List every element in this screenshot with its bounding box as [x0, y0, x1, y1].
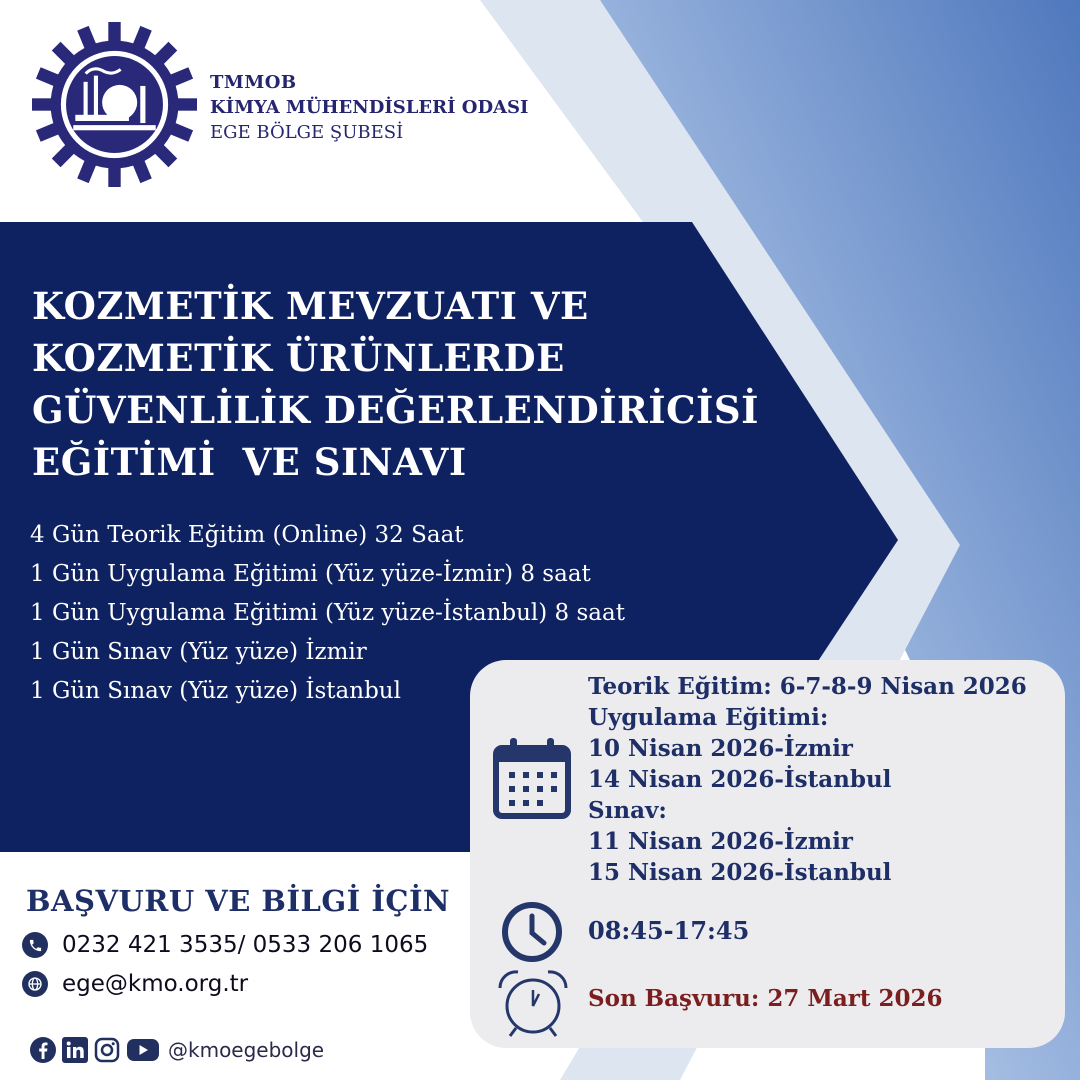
alarm-clock-icon — [492, 968, 574, 1040]
clock-icon — [500, 900, 564, 964]
schedule-line: 15 Nisan 2026-İstanbul — [588, 859, 892, 886]
linkedin-icon[interactable] — [62, 1037, 88, 1063]
calendar-icon — [492, 738, 572, 820]
phone-icon — [22, 932, 48, 958]
feature-item: 4 Gün Teorik Eğitim (Online) 32 Saat — [30, 522, 464, 548]
schedule-line: Uygulama Eğitimi: — [588, 704, 829, 731]
globe-icon — [22, 971, 48, 997]
schedule-line: 11 Nisan 2026-İzmir — [588, 828, 853, 855]
schedule-line: 14 Nisan 2026-İstanbul — [588, 766, 892, 793]
email-address[interactable]: ege@kmo.org.tr — [62, 971, 249, 997]
page-title — [32, 280, 792, 488]
title-line: KOZMETİK MEVZUATI VE — [32, 284, 589, 328]
title-line: GÜVENLİLİK DEĞERLENDİRİCİSİ — [32, 388, 759, 432]
facebook-icon[interactable] — [30, 1037, 56, 1063]
org-line-3: EGE BÖLGE ŞUBESİ — [210, 122, 404, 143]
feature-item: 1 Gün Sınav (Yüz yüze) İstanbul — [30, 678, 401, 704]
email-contact[interactable] — [22, 969, 248, 999]
phone-contact[interactable] — [22, 930, 428, 960]
instagram-icon[interactable] — [94, 1037, 120, 1063]
title-line: KOZMETİK ÜRÜNLERDE — [32, 336, 565, 380]
contact-heading: BAŞVURU VE BİLGİ İÇİN — [26, 884, 451, 918]
schedule-line: Teorik Eğitim: 6-7-8-9 Nisan 2026 — [588, 673, 1027, 700]
org-line-2: KİMYA MÜHENDİSLERİ ODASI — [210, 97, 529, 118]
feature-item: 1 Gün Uygulama Eğitimi (Yüz yüze-İstanbul) 8 saat — [30, 600, 625, 626]
title-line: EĞİTİMİ VE SINAVI — [32, 440, 467, 484]
application-deadline: Son Başvuru: 27 Mart 2026 — [588, 985, 943, 1012]
phone-numbers[interactable]: 0232 421 3535/ 0533 206 1065 — [62, 932, 429, 958]
youtube-icon[interactable] — [126, 1037, 160, 1063]
feature-item: 1 Gün Sınav (Yüz yüze) İzmir — [30, 639, 367, 665]
kmo-logo — [32, 22, 197, 187]
feature-item: 1 Gün Uygulama Eğitimi (Yüz yüze-İzmir) 8 saat — [30, 561, 591, 587]
org-line-1: TMMOB — [210, 72, 297, 93]
schedule-line: 10 Nisan 2026-İzmir — [588, 735, 853, 762]
schedule-dates — [588, 671, 1027, 888]
organization-name — [210, 70, 528, 145]
schedule-line: Sınav: — [588, 797, 667, 824]
training-hours: 08:45-17:45 — [588, 916, 750, 945]
social-handle[interactable]: @kmoegebolge — [168, 1038, 325, 1062]
social-media-bar — [30, 1035, 324, 1065]
